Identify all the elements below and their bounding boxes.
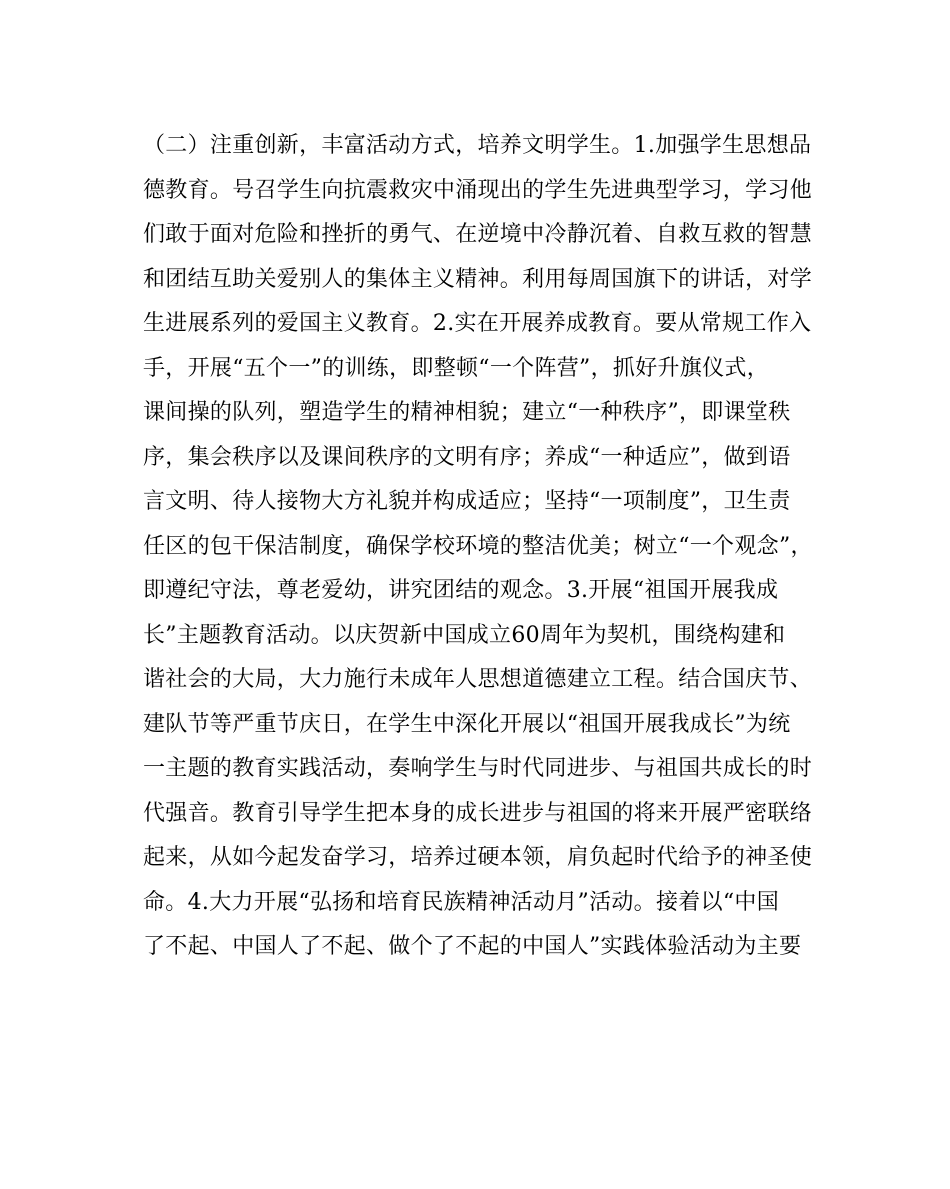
text-line: 起来，从如今起发奋学习，培养过硬本领，肩负起时代给予的神圣使 xyxy=(143,845,813,870)
text-line: （二）注重创新，丰富活动方式，培养文明学生。1.加强学生思想品 xyxy=(143,133,812,158)
text-line: 代强音。教育引导学生把本身的成长进步与祖国的将来开展严密联络 xyxy=(143,800,813,826)
text-line: 和团结互助关爱别人的集体主义精神。利用每周国旗下的讲话，对学 xyxy=(143,266,813,292)
text-line: 生进展系列的爱国主义教育。2.实在开展养成教育。要从常规工作入 xyxy=(143,311,812,336)
text-line: 一主题的教育实践活动，奏响学生与时代同进步、与祖国共成长的时 xyxy=(143,756,813,781)
text-line: 们敢于面对危险和挫折的勇气、在逆境中冷静沉着、自救互救的智慧 xyxy=(143,222,813,247)
text-line: 了不起、中国人了不起、做个了不起的中国人”实践体验活动为主要 xyxy=(143,934,802,959)
text-line: 序，集会秩序以及课间秩序的文明有序；养成“一种适应”，做到语 xyxy=(143,444,791,470)
body-paragraph xyxy=(143,124,823,970)
text-line: 建队节等严重节庆日，在学生中深化开展以“祖国开展我成长”为统 xyxy=(143,711,791,737)
text-line: 课间操的队列，塑造学生的精神相貌；建立“一种秩序”，即课堂秩 xyxy=(143,400,791,425)
text-line: 德教育。号召学生向抗震救灾中涌现出的学生先进典型学习，学习他 xyxy=(143,177,813,203)
text-line: 任区的包干保洁制度，确保学校环境的整洁优美；树立“一个观念”， xyxy=(143,533,813,559)
text-line: 即遵纪守法，尊老爱幼，讲究团结的观念。3.开展“祖国开展我成 xyxy=(143,578,779,603)
text-line: 命。4.大力开展“弘扬和培育民族精神活动月”活动。接着以“中国 xyxy=(143,889,780,915)
text-line: 长”主题教育活动。以庆贺新中国成立60周年为契机，围绕构建和 xyxy=(143,622,786,648)
text-line: 手，开展“五个一”的训练，即整顿“一个阵营”，抓好升旗仪式， xyxy=(143,355,769,381)
text-line: 言文明、待人接物大方礼貌并构成适应；坚持“一项制度”，卫生责 xyxy=(143,489,791,514)
text-line: 谐社会的大局，大力施行未成年人思想道德建立工程。结合国庆节、 xyxy=(143,667,813,692)
